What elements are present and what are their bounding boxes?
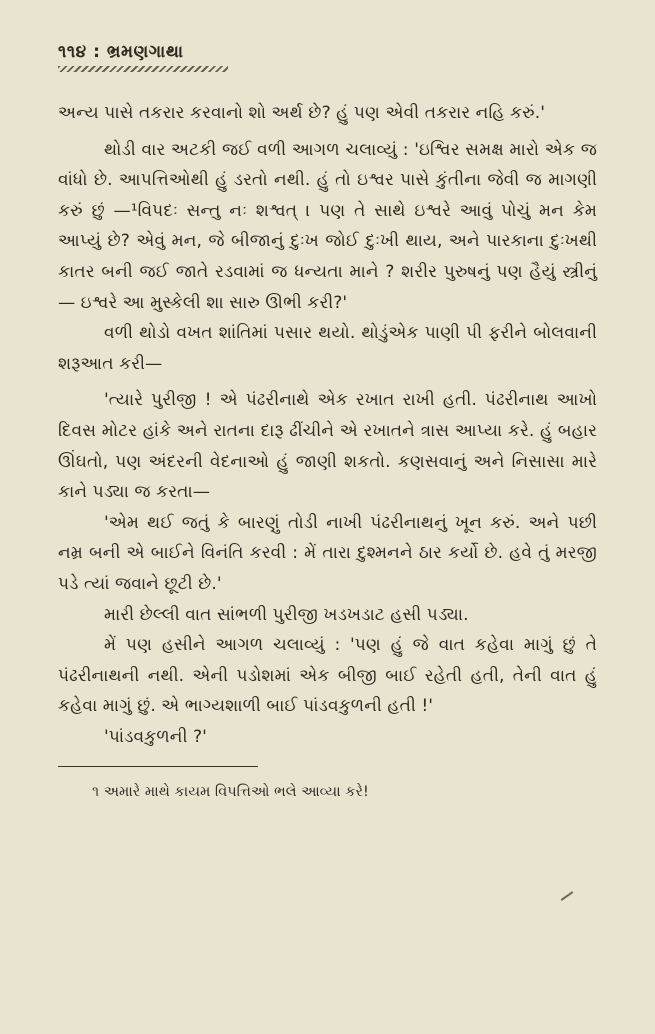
paragraph: 'ત્યારે પુરીજી ! એ પંઢરીનાથે એક રખાત રાખી હતી. પંઢરીનાથ આખો દિવસ મોટર હાંકે અને રાતના દારૂ ઢીંચીને એ રખાતને ત્રાસ આપ્યા કરે. હું બહાર ઊંઘતો, પણ અંદરની વેદનાઓ હું જાણી શકતો. કણસવાનું અને નિસાસા મારે કાને પડ્યા જ કરતા— xyxy=(58,390,597,503)
paragraph: મેં પણ હસીને આગળ ચલાવ્યું : 'પણ હું જે વાત કહેવા માગું છું તે પંઢરીનાથની નથી. એની પડોશમાં એક બીજી બાઈ રહેતી હતી, તેની વાત હું કહેવા માગું છું. એ ભાગ્યશાળી બાઈ પાંડવકુળની હતી !' xyxy=(58,635,597,717)
paragraph: 'એમ થઈ જતું કે બારણું તોડી નાખી પંઢરીનાથનું ખૂન કરું. અને પછી નમ્ર બની એ બાઈને વિનંતિ કરવી : મેં તારા દુશ્મનને ઠાર કર્યો છે. હવે તું મરજી પડે ત્યાં જવાને છૂટી છે.' xyxy=(58,512,597,594)
running-header xyxy=(58,42,597,62)
body-text xyxy=(58,98,597,752)
paragraph: મારી છેલ્લી વાત સાંભળી પુરીજી ખડખડાટ હસી પડ્યા. xyxy=(104,604,469,625)
book-title: ભ્રમણગાથા xyxy=(106,42,184,62)
footnote: ૧ અમારે માથે કાયમ વિપત્તિઓ ભલે આવ્યા કરે! xyxy=(92,784,369,801)
paragraph: 'પાંડવકુળની ?' xyxy=(104,726,207,747)
page-number: ૧૧૪ xyxy=(58,42,87,62)
header-separator: : xyxy=(86,42,107,62)
paragraph: થોડી વાર અટકી જઈ વળી આગળ ચલાવ્યું : 'ઇશ્વિર સમક્ષ મારો એક જ વાંધો છે. આપત્તિઓથી હું ડરતો નથી. હું તો ઇશ્વર પાસે કુંતીના જેવી જ માગણી કરું છું —¹વિપદઃ સન્તુ નઃ શશ્વત્ । પણ તે સાથે ઇશ્વરે આવું પોચું મન કેમ આપ્યું છે? એવું મન, જે બીજાનું દુઃખ જોઈ દુઃખી થાય, અને પારકાના દુઃખથી કાતર બની જઈ જાતે રડવામાં જ ધન્યતા માને ? શરીર પુરુષનું પણ હૈયું સ્ત્રીનું— ઇશ્વરે આ મુસ્કેલી શા સારુ ઊભી કરી?' xyxy=(58,139,597,313)
paragraph: વળી થોડો વખત શાંતિમાં પસાર થયો. થોડુંએક પાણી પી ફરીને બોલવાની શરૂઆત કરી— xyxy=(58,323,597,374)
footnote-divider xyxy=(58,766,258,767)
header-wavy-rule xyxy=(58,66,228,72)
paragraph: અન્ય પાસે તકરાર કરવાનો શો અર્થ છે? હું પણ એવી તકરાર નહિ કરું.' xyxy=(58,103,545,123)
